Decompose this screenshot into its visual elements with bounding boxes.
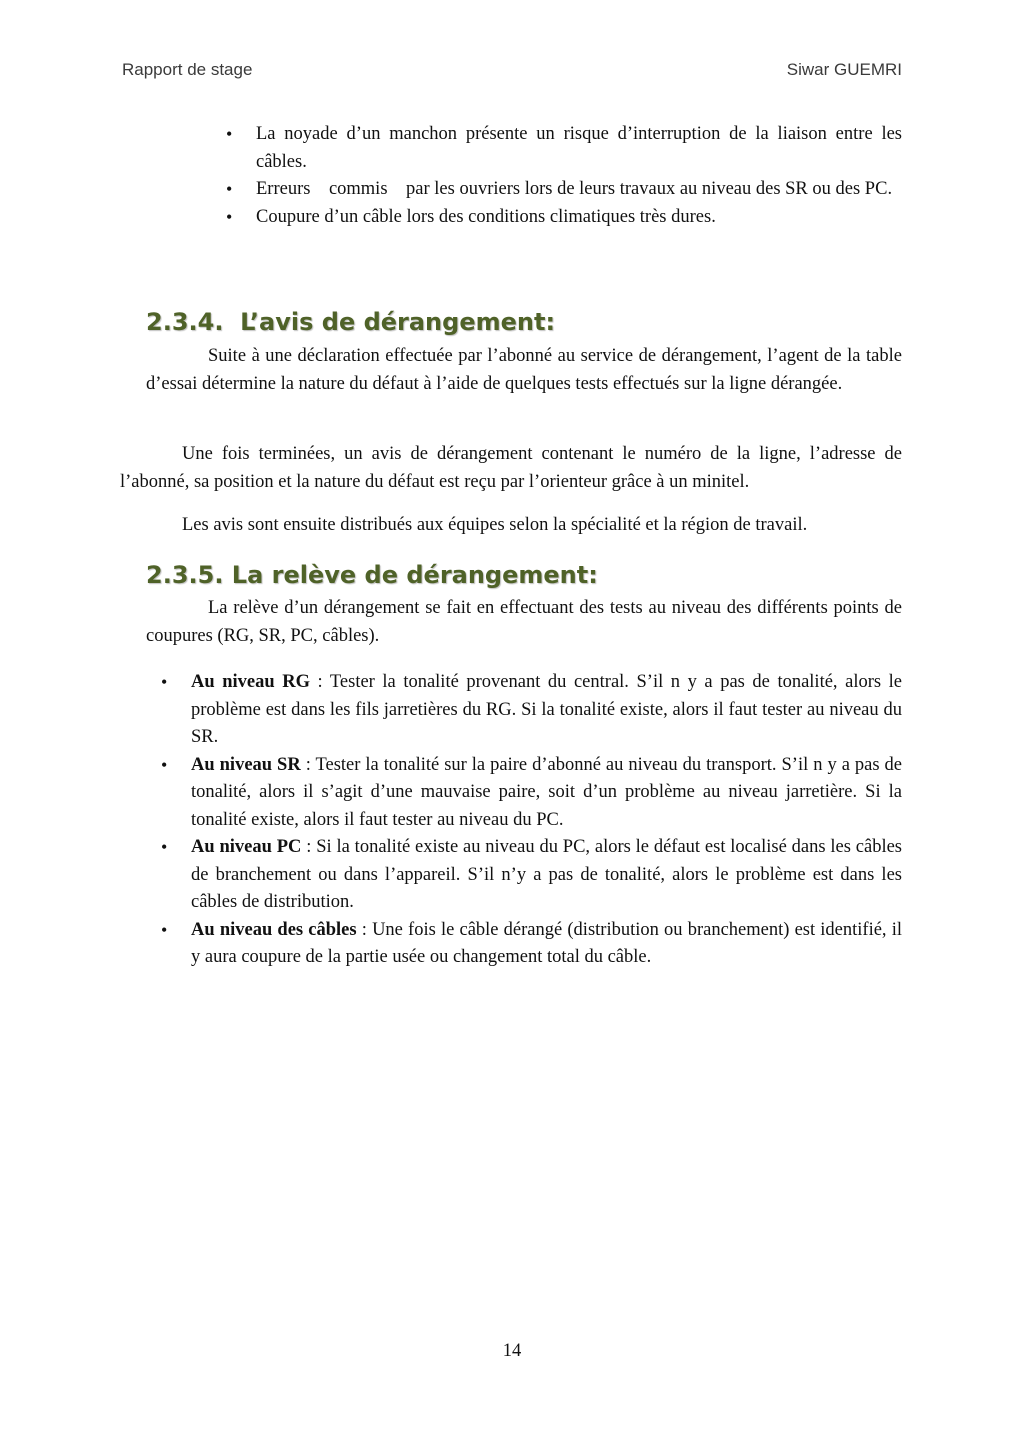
page-number: 14: [502, 1341, 522, 1361]
list-item-text: : Une fois le câble dérangé (distribution ou branchement) est identifié, il y aura coupure de la partie usée ou changement total du câble.: [191, 919, 903, 967]
list-item: [226, 121, 902, 176]
bullet-icon: •: [161, 837, 168, 857]
list-item-lead: Au niveau RG: [191, 672, 310, 692]
cause-list: [226, 121, 902, 231]
bullet-icon: •: [226, 124, 233, 144]
list-item-text: : Tester la tonalité provenant du central. S’il n y a pas de tonalité, alors le problème est dans les fils jarretières du RG. Si la tonalité existe, alors il faut tester au niveau du SR.: [191, 672, 902, 747]
list-item-pc: [161, 834, 902, 917]
page-header: [122, 60, 902, 88]
section-heading-2-3-4: 2.3.4. L’avis de dérangement:: [146, 308, 556, 336]
paragraph: Une fois terminées, un avis de dérangement contenant le numéro de la ligne, l’adresse de l’abonné, sa position et la nature du défaut est reçu par l’orienteur grâce à un minitel.: [120, 444, 902, 492]
list-item-text: Erreurs commis par les ouvriers lors de leurs travaux au niveau des SR ou des PC.: [256, 179, 893, 199]
list-item: [226, 204, 902, 232]
paragraph: Les avis sont ensuite distribués aux équipes selon la spécialité et la région de travail.: [182, 515, 808, 535]
bullet-icon: •: [226, 179, 233, 199]
header-author: Siwar GUEMRI: [786, 60, 902, 79]
bullet-icon: •: [161, 754, 168, 775]
list-item-text: : Tester la tonalité sur la paire d’abonné au niveau du transport. S’il n y a pas de tonalité, alors il s’agit d’une mauvaise paire, soit d’un problème au niveau jarretière. Si la tonalité existe, alors il faut tester au niveau du PC.: [191, 754, 902, 830]
bullet-icon: •: [161, 672, 168, 692]
list-item-sr: [161, 752, 902, 835]
header-title: Rapport de stage: [122, 60, 253, 79]
paragraph: Suite à une déclaration effectuée par l’abonné au service de dérangement, l’agent de la table d’essai détermine la nature du défaut à l’aide de quelques tests effectués sur la ligne dérangée.: [146, 346, 902, 394]
bullet-icon: •: [226, 206, 233, 227]
list-item-rg: [161, 669, 902, 752]
list-item-lead: Au niveau des câbles: [191, 919, 357, 940]
section-heading-2-3-5: 2.3.5. La relève de dérangement:: [146, 561, 598, 589]
list-item-lead: Au niveau SR: [191, 754, 301, 775]
list-item: [226, 176, 902, 204]
paragraph: La relève d’un dérangement se fait en effectuant des tests au niveau des différents points de coupures (RG, SR, PC, câbles).: [146, 598, 902, 646]
list-item-text: La noyade d’un manchon présente un risque d’interruption de la liaison entre les câbles.: [256, 124, 902, 172]
list-item-text: : Si la tonalité existe au niveau du PC, alors le défaut est localisé dans les câbles de branchement ou dans l’appareil. S’il n’y a pas de tonalité, alors le problème est dans les câbles de distribution.: [191, 837, 902, 912]
list-item-text: Coupure d’un câble lors des conditions climatiques très dures.: [256, 206, 716, 227]
bullet-icon: •: [161, 919, 168, 940]
list-item-lead: Au niveau PC: [191, 837, 302, 857]
test-points-list: [161, 669, 903, 972]
list-item-cables: [161, 917, 903, 972]
